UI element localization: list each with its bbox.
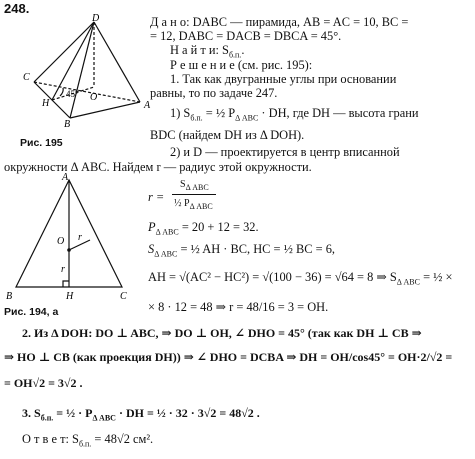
calc-line: × 8 · 12 = 48 ⇒ r = 48/16 = 3 = OH. — [148, 300, 329, 314]
step2-line-a: 2. Из Δ DOH: DO ⊥ ABC, ⇒ DO ⊥ OH, ∠ DHO = 45° (так как DH ⊥ CB ⇒ — [22, 326, 422, 340]
step2-line-b: ⇒ HO ⊥ CB (как проекция DH)) ⇒ ∠ DHO = DCBA ⇒ DH = OH/cos45° = OH·2/√2 = — [4, 350, 453, 364]
given-line-1: Д а н о: DABC — пирамида, AB = AC = 10, BC = — [150, 15, 409, 29]
perimeter-line — [148, 220, 259, 239]
perim-lhs: P — [148, 220, 156, 234]
r-fraction-bar — [172, 194, 216, 195]
fig195-label-A: A — [144, 100, 151, 111]
ah-main: AH = √(AC² − HC²) = √(100 − 36) = √64 = 8 ⇒ S — [148, 270, 397, 284]
solution-p3b: окружности Δ ABC. Найдем r — радиус этой окружности. — [4, 160, 312, 174]
fig195-label-D: D — [92, 14, 100, 24]
fig194-label-B: B — [6, 291, 13, 302]
perim-sub: Δ ABC — [155, 227, 179, 237]
problem-number: 248. — [4, 1, 30, 16]
fig195-label-B: B — [64, 119, 71, 129]
step3-line — [22, 406, 260, 425]
fig194-caption: Рис. 194, а — [4, 306, 59, 318]
area-rhs: = ½ AH · BC, HC = ½ BC = 6, — [180, 242, 335, 256]
fig195-label-H: H — [42, 98, 50, 109]
solution-p1b: равны, то по задаче 247. — [150, 86, 278, 100]
solution-heading: Р е ш е н и е (см. рис. 195): — [170, 58, 313, 72]
ah-sub: Δ ABC — [396, 277, 420, 287]
p2a-pre: 1) S — [170, 106, 191, 120]
fig194-label-r2: r — [61, 264, 65, 275]
answer-pre: О т в е т: S — [22, 432, 79, 446]
area-sub: Δ ABC — [154, 249, 178, 259]
area-line — [148, 242, 335, 261]
r-numerator — [180, 178, 209, 195]
answer-line — [22, 432, 153, 451]
find-sub: б.п. — [228, 50, 242, 60]
fig195-caption: Рис. 195 — [20, 137, 63, 149]
step2-line-c: = OH√2 = 3√2 . — [4, 376, 83, 390]
find-line: Н а й т и: $S_{б.п.}$. — [170, 43, 245, 60]
fig194-label-H: H — [66, 291, 74, 302]
answer-post: = 48√2 см². — [94, 432, 154, 446]
solution-p1a: 1. Так как двугранные углы при основании — [170, 72, 397, 86]
r-den-sub: Δ ABC — [189, 202, 213, 211]
fig194-label-A: A — [62, 172, 69, 183]
fig195-angle-label: 45° — [66, 89, 79, 99]
p5-sub: б.п. — [40, 413, 54, 423]
ah-end: = ½ × — [423, 270, 453, 284]
p5-post: = ½ · P — [56, 406, 93, 420]
fig194-label-C: C — [120, 291, 127, 302]
solution-p2b: BDC (найдем DH из Δ DOH). — [150, 128, 305, 142]
solution-p2a — [170, 106, 419, 125]
find-label: Н а й т и: S — [170, 43, 229, 57]
p5-sub2: Δ ABC — [92, 413, 116, 423]
p5-end: · DH = ½ · 32 · 3√2 = 48√2 . — [118, 406, 260, 420]
p2a-sub2: Δ ABC — [235, 113, 259, 123]
r-denominator — [174, 197, 213, 214]
p5-pre: 3. S — [22, 406, 41, 420]
solution-p3a: 2) и D — проектируется в центр вписанной — [170, 145, 400, 159]
r-den: ½ P — [174, 198, 190, 209]
ah-line — [148, 270, 453, 289]
r-lhs: r = — [148, 190, 165, 204]
p2a-sub: б.п. — [190, 113, 203, 123]
fig195-label-O: O — [90, 92, 98, 103]
fig194-label-O: O — [57, 236, 65, 247]
fig195-label-C: C — [23, 72, 30, 83]
fig194-label-r1: r — [78, 232, 82, 243]
p2a-end: · DH, где DH — высота грани — [261, 106, 419, 120]
p2a-post: = ½ P — [205, 106, 236, 120]
figure-194a-triangle — [4, 172, 134, 304]
area-lhs: S — [148, 242, 155, 256]
answer-sub: б.п. — [78, 439, 92, 449]
given-line-2: = 12, DABC = DACB = DBCA = 45°. — [150, 29, 342, 43]
r-num: S — [180, 179, 186, 190]
figure-195-pyramid — [20, 14, 160, 129]
perim-rhs: = 20 + 12 = 32. — [181, 220, 259, 234]
r-num-sub: Δ ABC — [185, 183, 209, 192]
